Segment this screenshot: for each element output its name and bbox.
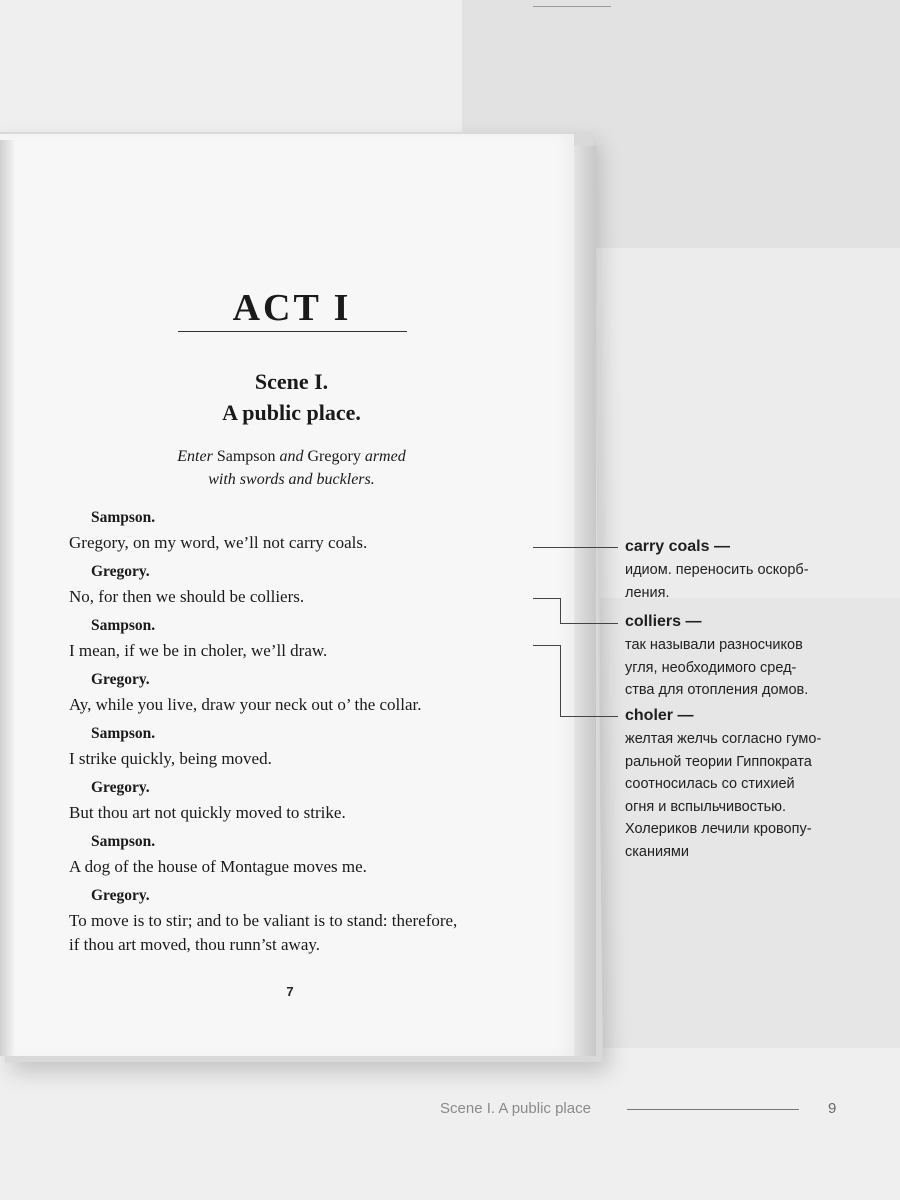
annotation-connector <box>560 598 561 624</box>
speaker-name: Sampson. <box>91 833 156 850</box>
footer-page-number: 9 <box>828 1100 837 1117</box>
annotation-note <box>625 535 865 604</box>
book-spine <box>0 140 14 1056</box>
act-title-rule <box>178 331 407 332</box>
annotation-desc <box>625 634 865 702</box>
stage-direction-line <box>150 468 433 491</box>
stage-direction <box>150 445 433 491</box>
dialogue-line: But thou art not quickly moved to strike. <box>69 803 346 822</box>
stage-direction-name: Sampson <box>216 448 276 465</box>
footer-rule <box>627 1109 799 1110</box>
annotation-connector <box>560 623 618 624</box>
stage-direction-line <box>150 445 433 468</box>
annotation-desc-line: сканиями <box>625 843 690 860</box>
speaker-name: Sampson. <box>91 509 156 526</box>
annotation-connector <box>533 598 561 599</box>
scene-title <box>150 366 433 428</box>
top-divider <box>533 6 611 7</box>
dialogue-line: if thou art moved, thou runn’st away. <box>69 935 321 954</box>
annotation-desc-line: угля, необходимого сред- <box>625 659 797 676</box>
speaker-name: Gregory. <box>91 887 150 904</box>
stage-direction-italic: armed <box>360 448 406 465</box>
scene-title-line: A public place. <box>222 400 361 425</box>
annotation-desc-line: желтая желчь согласно гумо- <box>625 731 822 747</box>
annotation-desc-line: огня и вспыльчивостью. <box>625 798 787 815</box>
annotation-desc-line: так называли разносчиков <box>625 637 803 653</box>
annotation-term: colliers — <box>625 613 702 630</box>
dialogue-line: I strike quickly, being moved. <box>69 749 272 768</box>
dialogue-line: To move is to stir; and to be valiant is to stand: therefore, <box>69 911 458 930</box>
dialogue-line: I mean, if we be in choler, we’ll draw. <box>69 641 328 660</box>
annotation-term: choler — <box>625 707 694 724</box>
annotation-desc-line: Холериков лечили кровопу- <box>625 821 812 837</box>
annotation-desc-line: ства для отопления домов. <box>625 682 809 698</box>
annotation-desc-line: ления. <box>625 584 670 601</box>
annotation-connector <box>533 547 618 548</box>
scene-title-line: Scene I. <box>254 369 329 394</box>
speaker-name: Gregory. <box>91 779 150 796</box>
annotation-term: carry coals — <box>625 538 730 555</box>
speaker-name: Sampson. <box>91 725 156 742</box>
dialogue-line: No, for then we should be colliers. <box>69 587 305 606</box>
speaker-name: Sampson. <box>91 617 156 634</box>
annotation-note <box>625 610 865 702</box>
annotation-connector <box>533 645 561 646</box>
dialogue-line: Ay, while you live, draw your neck out o’ the collar. <box>69 695 422 714</box>
stage-direction-italic: with swords and bucklers. <box>208 471 375 488</box>
dialogue-line: Gregory, on my word, we’ll not carry coals. <box>69 533 368 552</box>
stage-direction-italic: Enter <box>177 448 217 465</box>
annotation-desc <box>625 728 865 863</box>
annotation-connector <box>560 645 561 717</box>
stage-direction-name: Gregory <box>307 448 361 465</box>
annotation-desc <box>625 559 865 604</box>
annotation-connector <box>560 716 618 717</box>
dialogue <box>69 505 519 961</box>
act-title: ACT I <box>232 287 352 329</box>
footer-title: Scene I. A public place <box>440 1100 591 1117</box>
annotation-desc-line: идиом. переносить оскорб- <box>625 562 809 578</box>
annotation-note <box>625 704 865 863</box>
annotation-desc-line: соотносилась со стихией <box>625 776 795 792</box>
dialogue-line: A dog of the house of Montague moves me. <box>69 857 367 876</box>
speaker-name: Gregory. <box>91 563 150 580</box>
speaker-name: Gregory. <box>91 671 150 688</box>
stage-direction-italic: and <box>275 448 308 465</box>
book-page-number: 7 <box>286 984 294 999</box>
annotation-desc-line: ральной теории Гиппократа <box>625 753 812 770</box>
